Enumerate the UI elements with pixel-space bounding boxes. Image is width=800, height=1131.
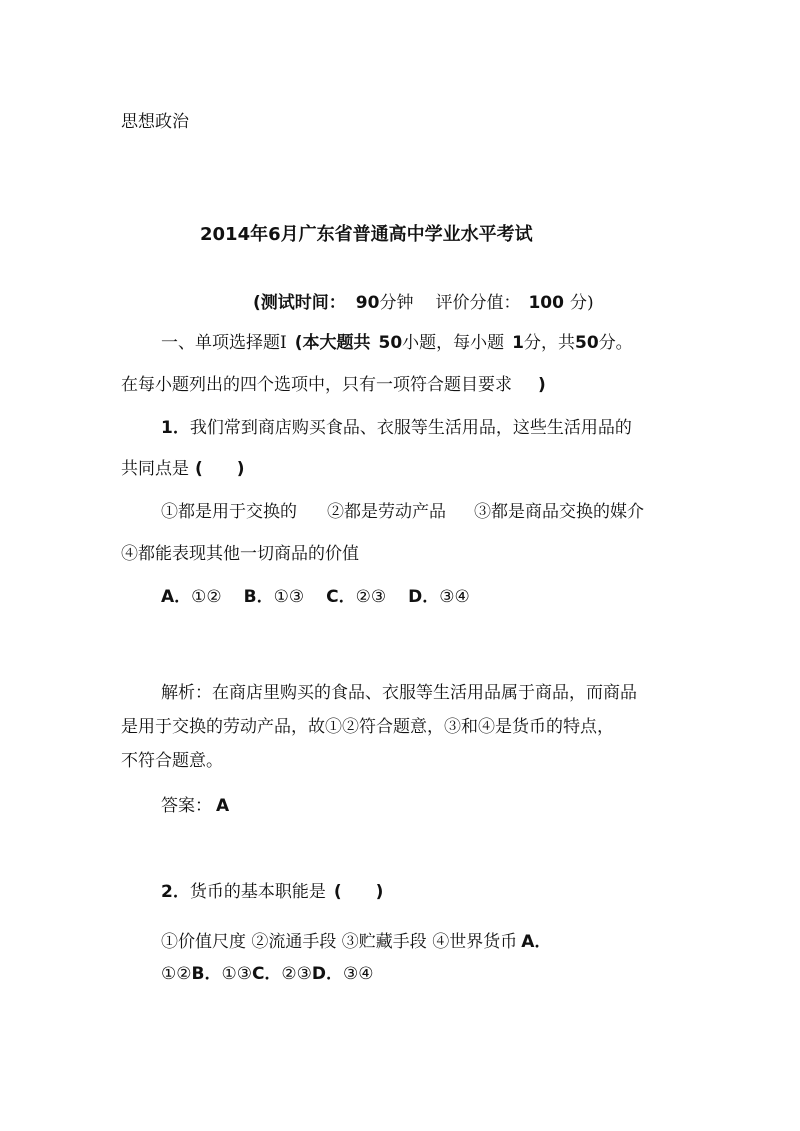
q1-option-1: ①都是用于交换的 — [161, 502, 297, 522]
section-heading: 一、单项选择题Ⅰ — [161, 333, 287, 353]
q2-choice-c: ②③ — [281, 964, 312, 984]
q1-number: 1． — [161, 418, 190, 438]
subject-label: 思想政治 — [121, 112, 189, 132]
q1-analysis-line3: 不符合题意。 — [121, 751, 223, 771]
q1-answer-value: A — [216, 796, 230, 816]
section-note-text-3: 分。 — [598, 333, 633, 353]
q1-answer-blank: ( ) — [195, 459, 245, 479]
q2-number: 2． — [161, 882, 190, 902]
q1-option-3: ③都是商品交换的媒介 — [474, 502, 644, 522]
q1-choice-a-label: A． — [161, 587, 192, 607]
q1-analysis-line2: 是用于交换的劳动产品，故①②符合题意，③和④是货币的特点， — [121, 717, 614, 737]
q2-choice-d-label: D． — [311, 964, 344, 984]
q1-options-line2: ④都能表现其他一切商品的价值 — [121, 544, 359, 564]
q1-answer-label: 答案： — [161, 796, 212, 816]
q2-choice-b: ①③ — [221, 964, 252, 984]
score-label: 评价分值： — [435, 293, 521, 313]
q1-choices — [161, 585, 470, 609]
q1-choice-a: ①② — [191, 587, 222, 607]
exam-meta — [253, 291, 594, 315]
q2-choice-b-label: B． — [191, 964, 222, 984]
q1-choice-c: ②③ — [355, 587, 387, 607]
q2-options-text: ①价值尺度 ②流通手段 ③贮藏手段 ④世界货币 — [161, 932, 518, 952]
q1-choice-d: ③④ — [439, 587, 470, 607]
section1-line1 — [161, 331, 633, 355]
q2-answer-blank: ( ) — [333, 882, 384, 902]
time-value: 90 — [355, 293, 380, 313]
q2-choice-c-label: C． — [251, 964, 282, 984]
q1-choice-c-label: C． — [326, 587, 356, 607]
time-label: (测试时间： — [253, 293, 346, 313]
q1-options-line1 — [161, 500, 644, 524]
q1-stem-line1 — [161, 416, 632, 440]
section-note-open: (本大题共 — [294, 333, 371, 353]
section-note-close: ) — [538, 375, 546, 395]
q1-choice-b: ①③ — [273, 587, 305, 607]
q2-stem-text: 货币的基本职能是 — [189, 882, 326, 902]
q1-analysis-line1: 解析：在商店里购买的食品、衣服等生活用品属于商品，而商品 — [161, 683, 637, 703]
section1-line2 — [121, 373, 546, 397]
total-score: 50 — [575, 333, 599, 353]
time-unit: 分钟 — [379, 293, 414, 313]
q2-options-line2 — [161, 962, 374, 986]
q1-answer — [161, 794, 229, 818]
q1-stem-text: 我们常到商店购买食品、衣服等生活用品，这些生活用品的 — [189, 418, 632, 438]
q2-choice-d: ③④ — [343, 964, 374, 984]
q1-choice-d-label: D． — [408, 587, 440, 607]
section-note-text: 小题，每小题 — [402, 333, 505, 353]
section-note-text-2: 分，共 — [524, 333, 576, 353]
q2-options-line1 — [161, 930, 551, 954]
q1-stem-text-2: 共同点是 — [121, 459, 189, 479]
q1-choice-b-label: B． — [243, 587, 274, 607]
q1-stem-line2 — [121, 457, 245, 481]
q2-stem — [161, 880, 383, 904]
exam-title: 2014年6月广东省普通高中学业水平考试 — [200, 224, 533, 245]
question-count: 50 — [378, 333, 403, 353]
q2-choice-a-label: A． — [521, 932, 552, 952]
section-note-text-4: 在每小题列出的四个选项中，只有一项符合题目要求 — [121, 375, 512, 395]
per-question-score: 1 — [512, 333, 525, 353]
q2-choice-a: ①② — [161, 964, 192, 984]
q1-option-2: ②都是劳动产品 — [327, 502, 446, 522]
score-value: 100 — [528, 293, 564, 313]
score-unit: 分) — [569, 293, 594, 313]
